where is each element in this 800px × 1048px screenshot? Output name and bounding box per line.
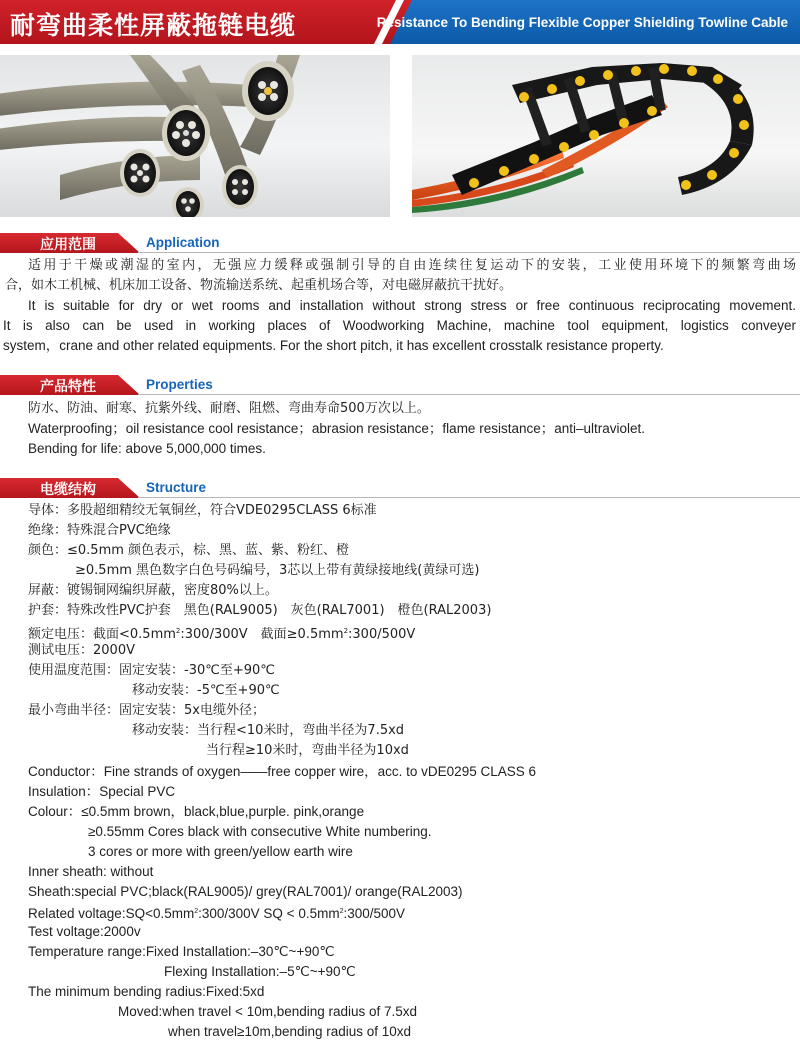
structure-cn-bend-moving: 移动安装：当行程<10米时，弯曲半径为7.5xd bbox=[132, 723, 405, 738]
cable-cross-section-photo bbox=[0, 55, 390, 217]
structure-en-colour1: Colour：≤0.5mm brown，black,blue,purple. pink,orange bbox=[28, 804, 365, 819]
structure-cn-insulation: 绝缘：特殊混合PVC绝缘 bbox=[28, 523, 171, 538]
structure-en-temp-flexing: Flexing Installation:–5℃~+90℃ bbox=[164, 964, 356, 979]
structure-cn-bend-fixed: 最小弯曲半径：固定安装：5x电缆外径； bbox=[28, 703, 265, 718]
structure-cn-colour1: 颜色：≤0.5mm 颜色表示，棕、黑、蓝、紫、粉红、橙 bbox=[28, 543, 350, 558]
divider bbox=[138, 497, 800, 498]
properties-line3: Bending for life: above 5,000,000 times. bbox=[28, 441, 266, 456]
structure-en-bend-fixed: The minimum bending radius:Fixed:5xd bbox=[28, 984, 265, 999]
structure-cn-conductor: 导体：多股超细精绞无氧铜丝，符合VDE0295CLASS 6标准 bbox=[28, 503, 377, 518]
structure-en-temp-fixed: Temperature range:Fixed Installation:–30℃~+90℃ bbox=[28, 944, 335, 959]
section-label-cn: 应用范围 bbox=[40, 237, 96, 253]
page-header bbox=[0, 0, 800, 44]
section-label-cn: 电缆结构 bbox=[40, 482, 96, 498]
structure-cn-shield: 屏蔽：镀锡铜网编织屏蔽，密度80%以上。 bbox=[28, 583, 278, 598]
structure-cn-sheath: 护套：特殊改性PVC护套 黑色(RAL9005) 灰色(RAL7001) 橙色(RAL2003) bbox=[28, 603, 492, 618]
section-application-heading bbox=[0, 233, 800, 253]
application-cn-line2: 合，如木工机械、机床加工设备、物流输送系统、起重机场合等，对电磁屏蔽抗干扰好。 bbox=[5, 278, 513, 293]
structure-cn-test-voltage: 测试电压：2000V bbox=[28, 643, 135, 658]
section-label-en: Structure bbox=[146, 480, 207, 495]
structure-cn-temp-moving: 移动安装：-5℃至+90℃ bbox=[132, 683, 280, 698]
drag-chain-photo bbox=[412, 55, 800, 217]
divider bbox=[138, 394, 800, 395]
structure-en-related-voltage: Related $voltage:SQ<0.5mm^2:300/300V$ SQ < $0.5mm^2:300/500V$ bbox=[28, 906, 406, 921]
application-cn-line1: 适用于干燥或潮湿的室内，无强应力缓释或强制引导的自由连续往复运动下的安装，工业使用环境下的频繁弯曲场 bbox=[28, 258, 796, 273]
structure-cn-bend-long: 当行程≥10米时，弯曲半径为10xd bbox=[206, 743, 409, 758]
section-properties-heading bbox=[0, 375, 800, 395]
page-title-en: Resistance To Bending Flexible Copper Shielding Towline Cable bbox=[376, 15, 788, 30]
structure-en-conductor: Conductor：Fine strands of oxygen——free copper wire，acc. to vDE0295 CLASS 6 bbox=[28, 764, 536, 779]
properties-line1: 防水、防油、耐寒、抗紫外线、耐磨、阻燃、弯曲寿命500万次以上。 bbox=[28, 401, 430, 416]
divider bbox=[138, 252, 800, 253]
structure-en-test-voltage: Test voltage:2000v bbox=[28, 924, 141, 939]
section-label-en: Properties bbox=[146, 377, 213, 392]
page-title-cn: 耐弯曲柔性屏蔽拖链电缆 bbox=[10, 11, 297, 40]
section-structure-heading bbox=[0, 478, 800, 498]
section-label-cn: 产品特性 bbox=[40, 379, 96, 395]
structure-en-colour2: ≥0.55mm Cores black with consecutive White numbering. bbox=[88, 824, 432, 839]
application-en-line3: system，crane and other related equipments. For the short pitch, it has excellent crosstalk resistance property. bbox=[3, 338, 664, 353]
structure-en-inner-sheath: Inner sheath: without bbox=[28, 864, 154, 879]
structure-en-colour3: 3 cores or more with green/yellow earth wire bbox=[88, 844, 353, 859]
structure-cn-colour2: ≥0.5mm 黑色数字白色号码编号，3芯以上带有黄绿接地线(黄绿可选) bbox=[75, 563, 480, 578]
structure-en-bend-long: when travel≥10m,bending radius of 10xd bbox=[168, 1024, 412, 1039]
structure-en-bend-moved: Moved:when travel < 10m,bending radius of 7.5xd bbox=[118, 1004, 418, 1019]
structure-cn-rated-voltage: 额定电压：截面$<0.5mm^2:300/300V$ 截面$\ge 0.5mm^2:300/500V$ bbox=[28, 627, 416, 642]
application-en-line1: It is suitable for dry or wet rooms and installation without strong stress or free continuous reciprocating movement. bbox=[28, 298, 796, 313]
section-label-en: Application bbox=[146, 235, 220, 250]
structure-en-sheath: Sheath:special PVC;black(RAL9005)/ grey(RAL7001)/ orange(RAL2003) bbox=[28, 884, 463, 899]
structure-cn-temp-fixed: 使用温度范围：固定安装：-30℃至+90℃ bbox=[28, 663, 275, 678]
application-en-line2: It is also can be used in working places of Woodworking Machine, machine tool equipment, logistics conveyer bbox=[3, 318, 796, 333]
structure-en-insulation: Insulation：Special PVC bbox=[28, 784, 176, 799]
properties-line2: Waterproofing；oil resistance cool resistance；abrasion resistance；flame resistance；anti–ultraviolet. bbox=[28, 421, 646, 436]
